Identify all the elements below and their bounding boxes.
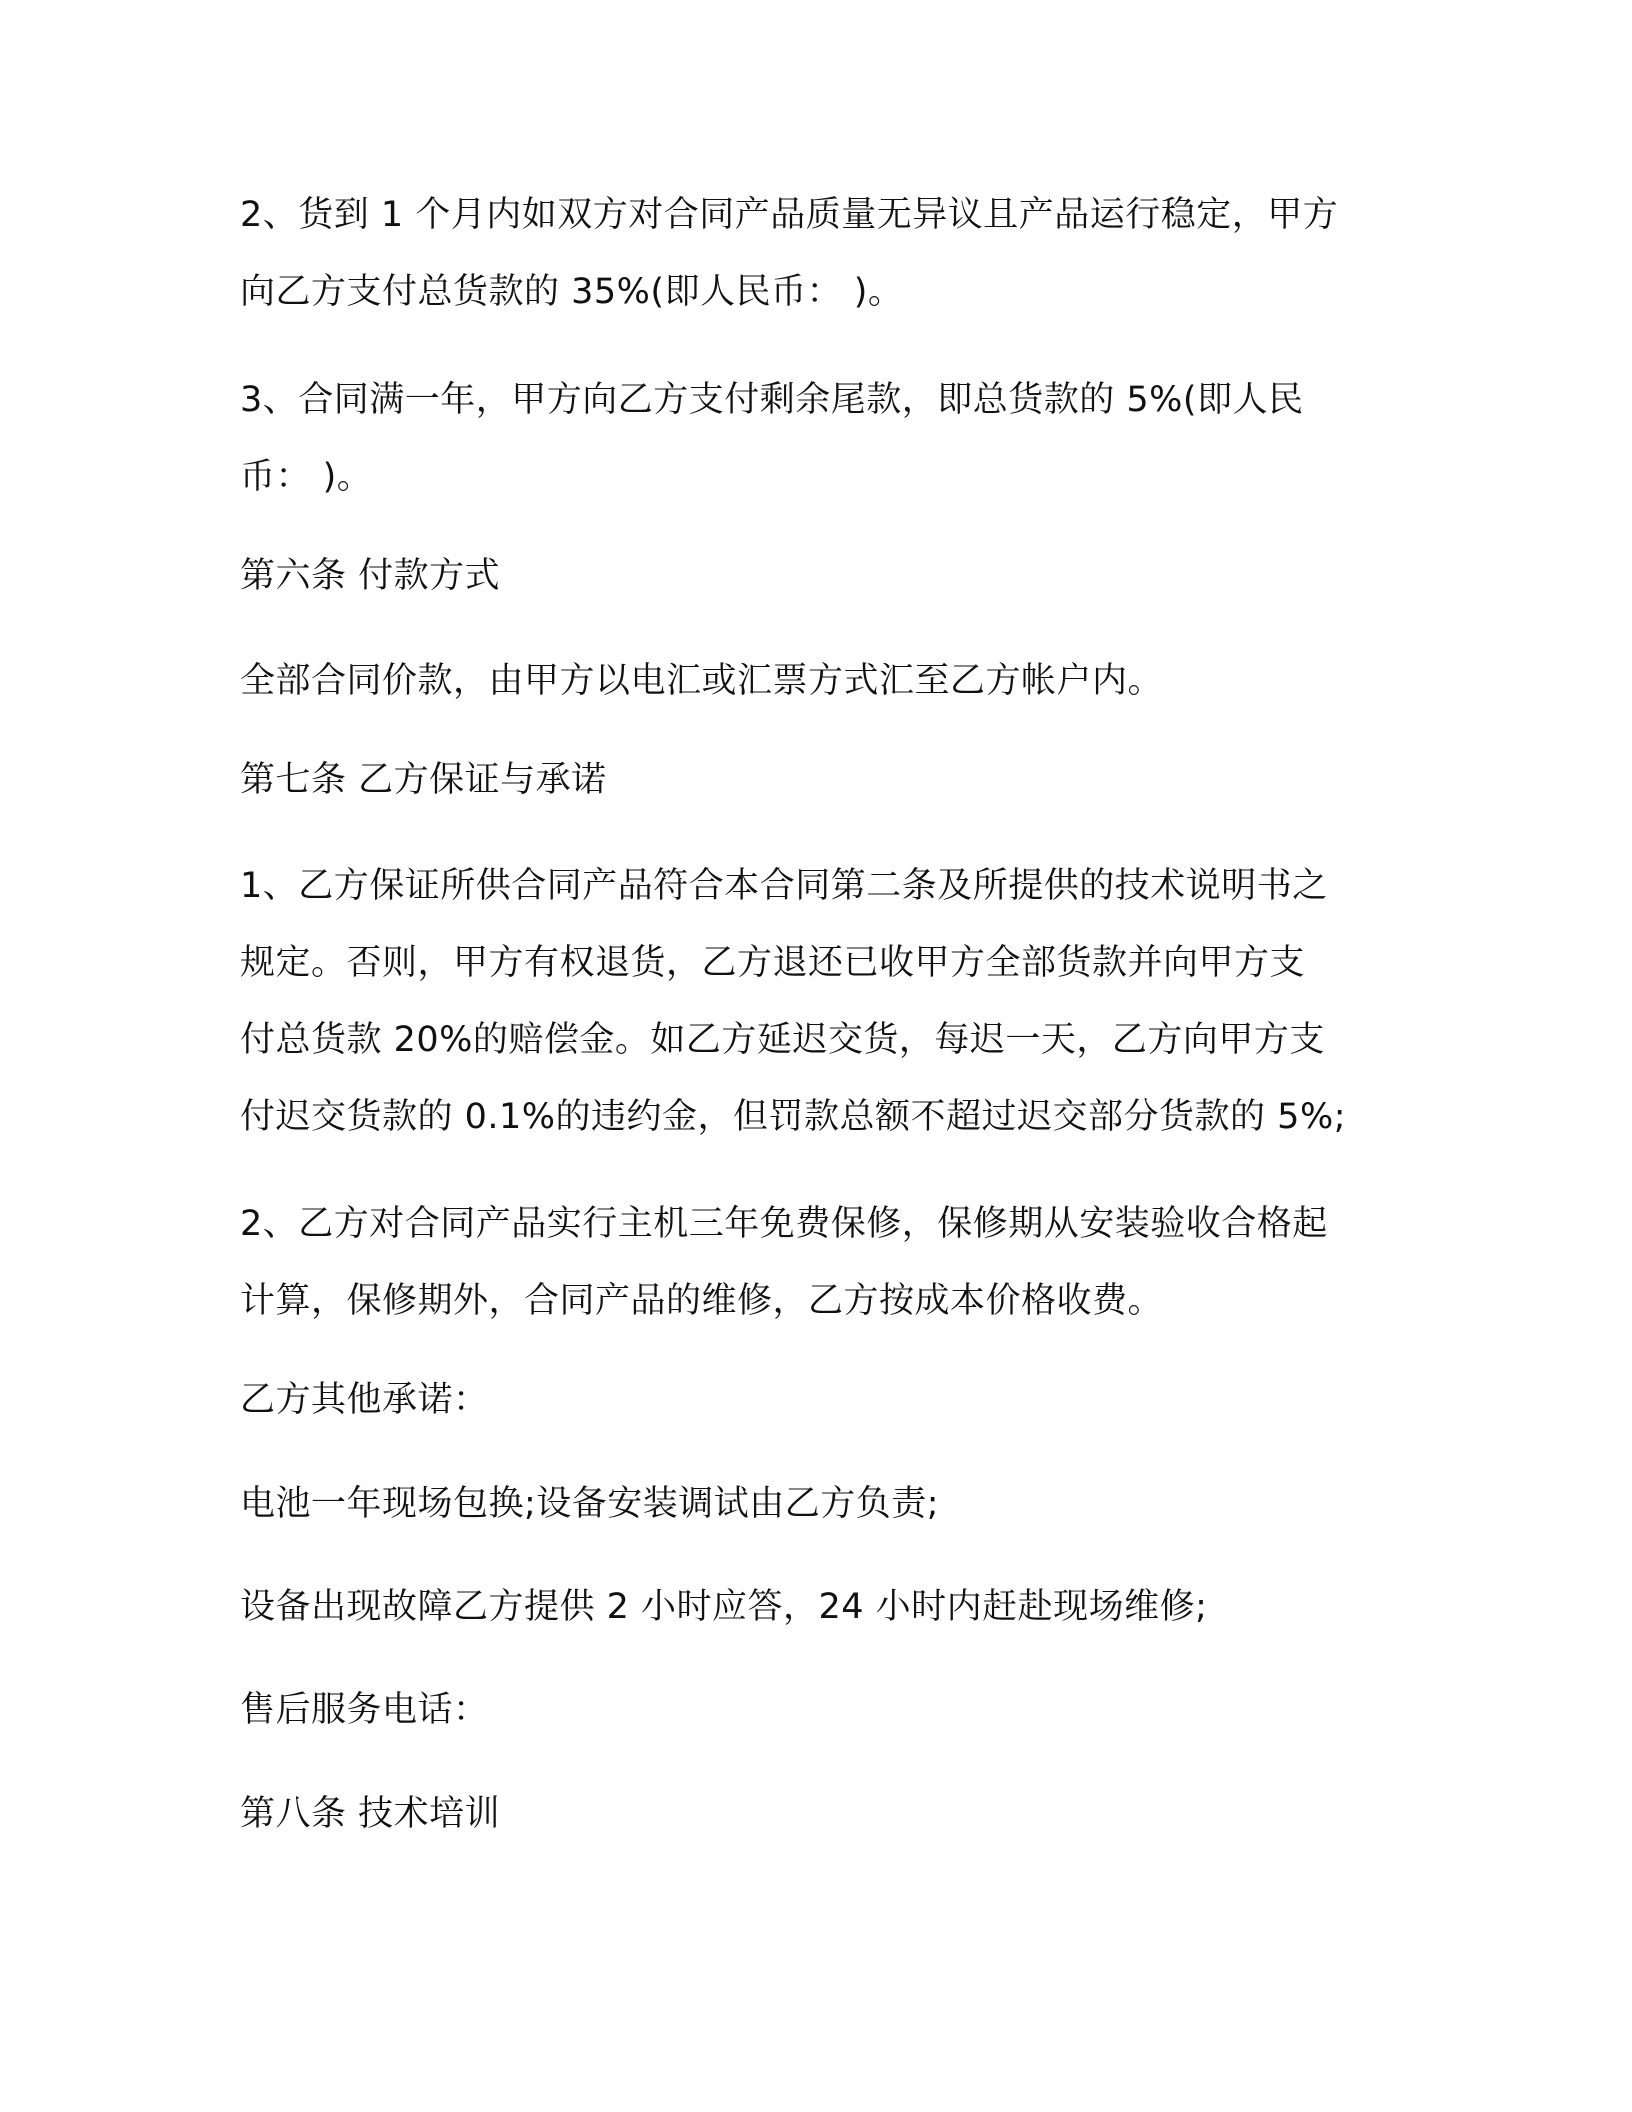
text-line: 付总货款 20%的赔偿金。如乙方延迟交货，每迟一天，乙方向甲方支	[240, 1020, 1325, 1060]
payment-clause-2	[240, 177, 1390, 331]
payment-clause-3	[240, 362, 1390, 516]
text-line: 电池一年现场包换;设备安装调试由乙方负责;	[240, 1484, 940, 1524]
heading-text: 第七条 乙方保证与承诺	[240, 760, 607, 800]
article-7-heading	[240, 742, 1390, 819]
article-8-heading	[240, 1776, 1390, 1853]
text-line: 币： )。	[240, 457, 373, 497]
heading-text: 第六条 付款方式	[240, 556, 501, 596]
text-line: 2、乙方对合同产品实行主机三年免费保修，保修期从安装验收合格起	[240, 1204, 1328, 1244]
heading-text: 第八条 技术培训	[240, 1794, 501, 1834]
text-line: 规定。否则，甲方有权退货，乙方退还已收甲方全部货款并向甲方支	[240, 943, 1306, 983]
text-line: 1、乙方保证所供合同产品符合本合同第二条及所提供的技术说明书之	[240, 866, 1328, 906]
text-line: 售后服务电话：	[240, 1690, 489, 1730]
heading-text: 乙方其他承诺：	[240, 1380, 489, 1420]
article-6-body	[240, 643, 1390, 720]
text-line: 全部合同价款，由甲方以电汇或汇票方式汇至乙方帐户内。	[240, 661, 1164, 701]
text-line: 设备出现故障乙方提供 2 小时应答，24 小时内赶赴现场维修;	[240, 1587, 1208, 1627]
text-line: 计算，保修期外，合同产品的维修，乙方按成本价格收费。	[240, 1281, 1164, 1321]
warranty-clause-1	[240, 848, 1390, 1156]
text-line: 付迟交货款的 0.1%的违约金，但罚款总额不超过迟交部分货款的 5%;	[240, 1097, 1346, 1137]
other-commitments-heading	[240, 1362, 1390, 1439]
commitment-response	[240, 1569, 1390, 1646]
service-phone	[240, 1672, 1390, 1749]
text-line: 向乙方支付总货款的 35%(即人民币： )。	[240, 272, 904, 312]
article-6-heading	[240, 538, 1390, 615]
text-line: 3、合同满一年，甲方向乙方支付剩余尾款，即总货款的 5%(即人民	[240, 380, 1304, 420]
commitment-battery	[240, 1466, 1390, 1543]
warranty-clause-2	[240, 1186, 1390, 1340]
text-line: 2、货到 1 个月内如双方对合同产品质量无异议且产品运行稳定，甲方	[240, 195, 1339, 235]
